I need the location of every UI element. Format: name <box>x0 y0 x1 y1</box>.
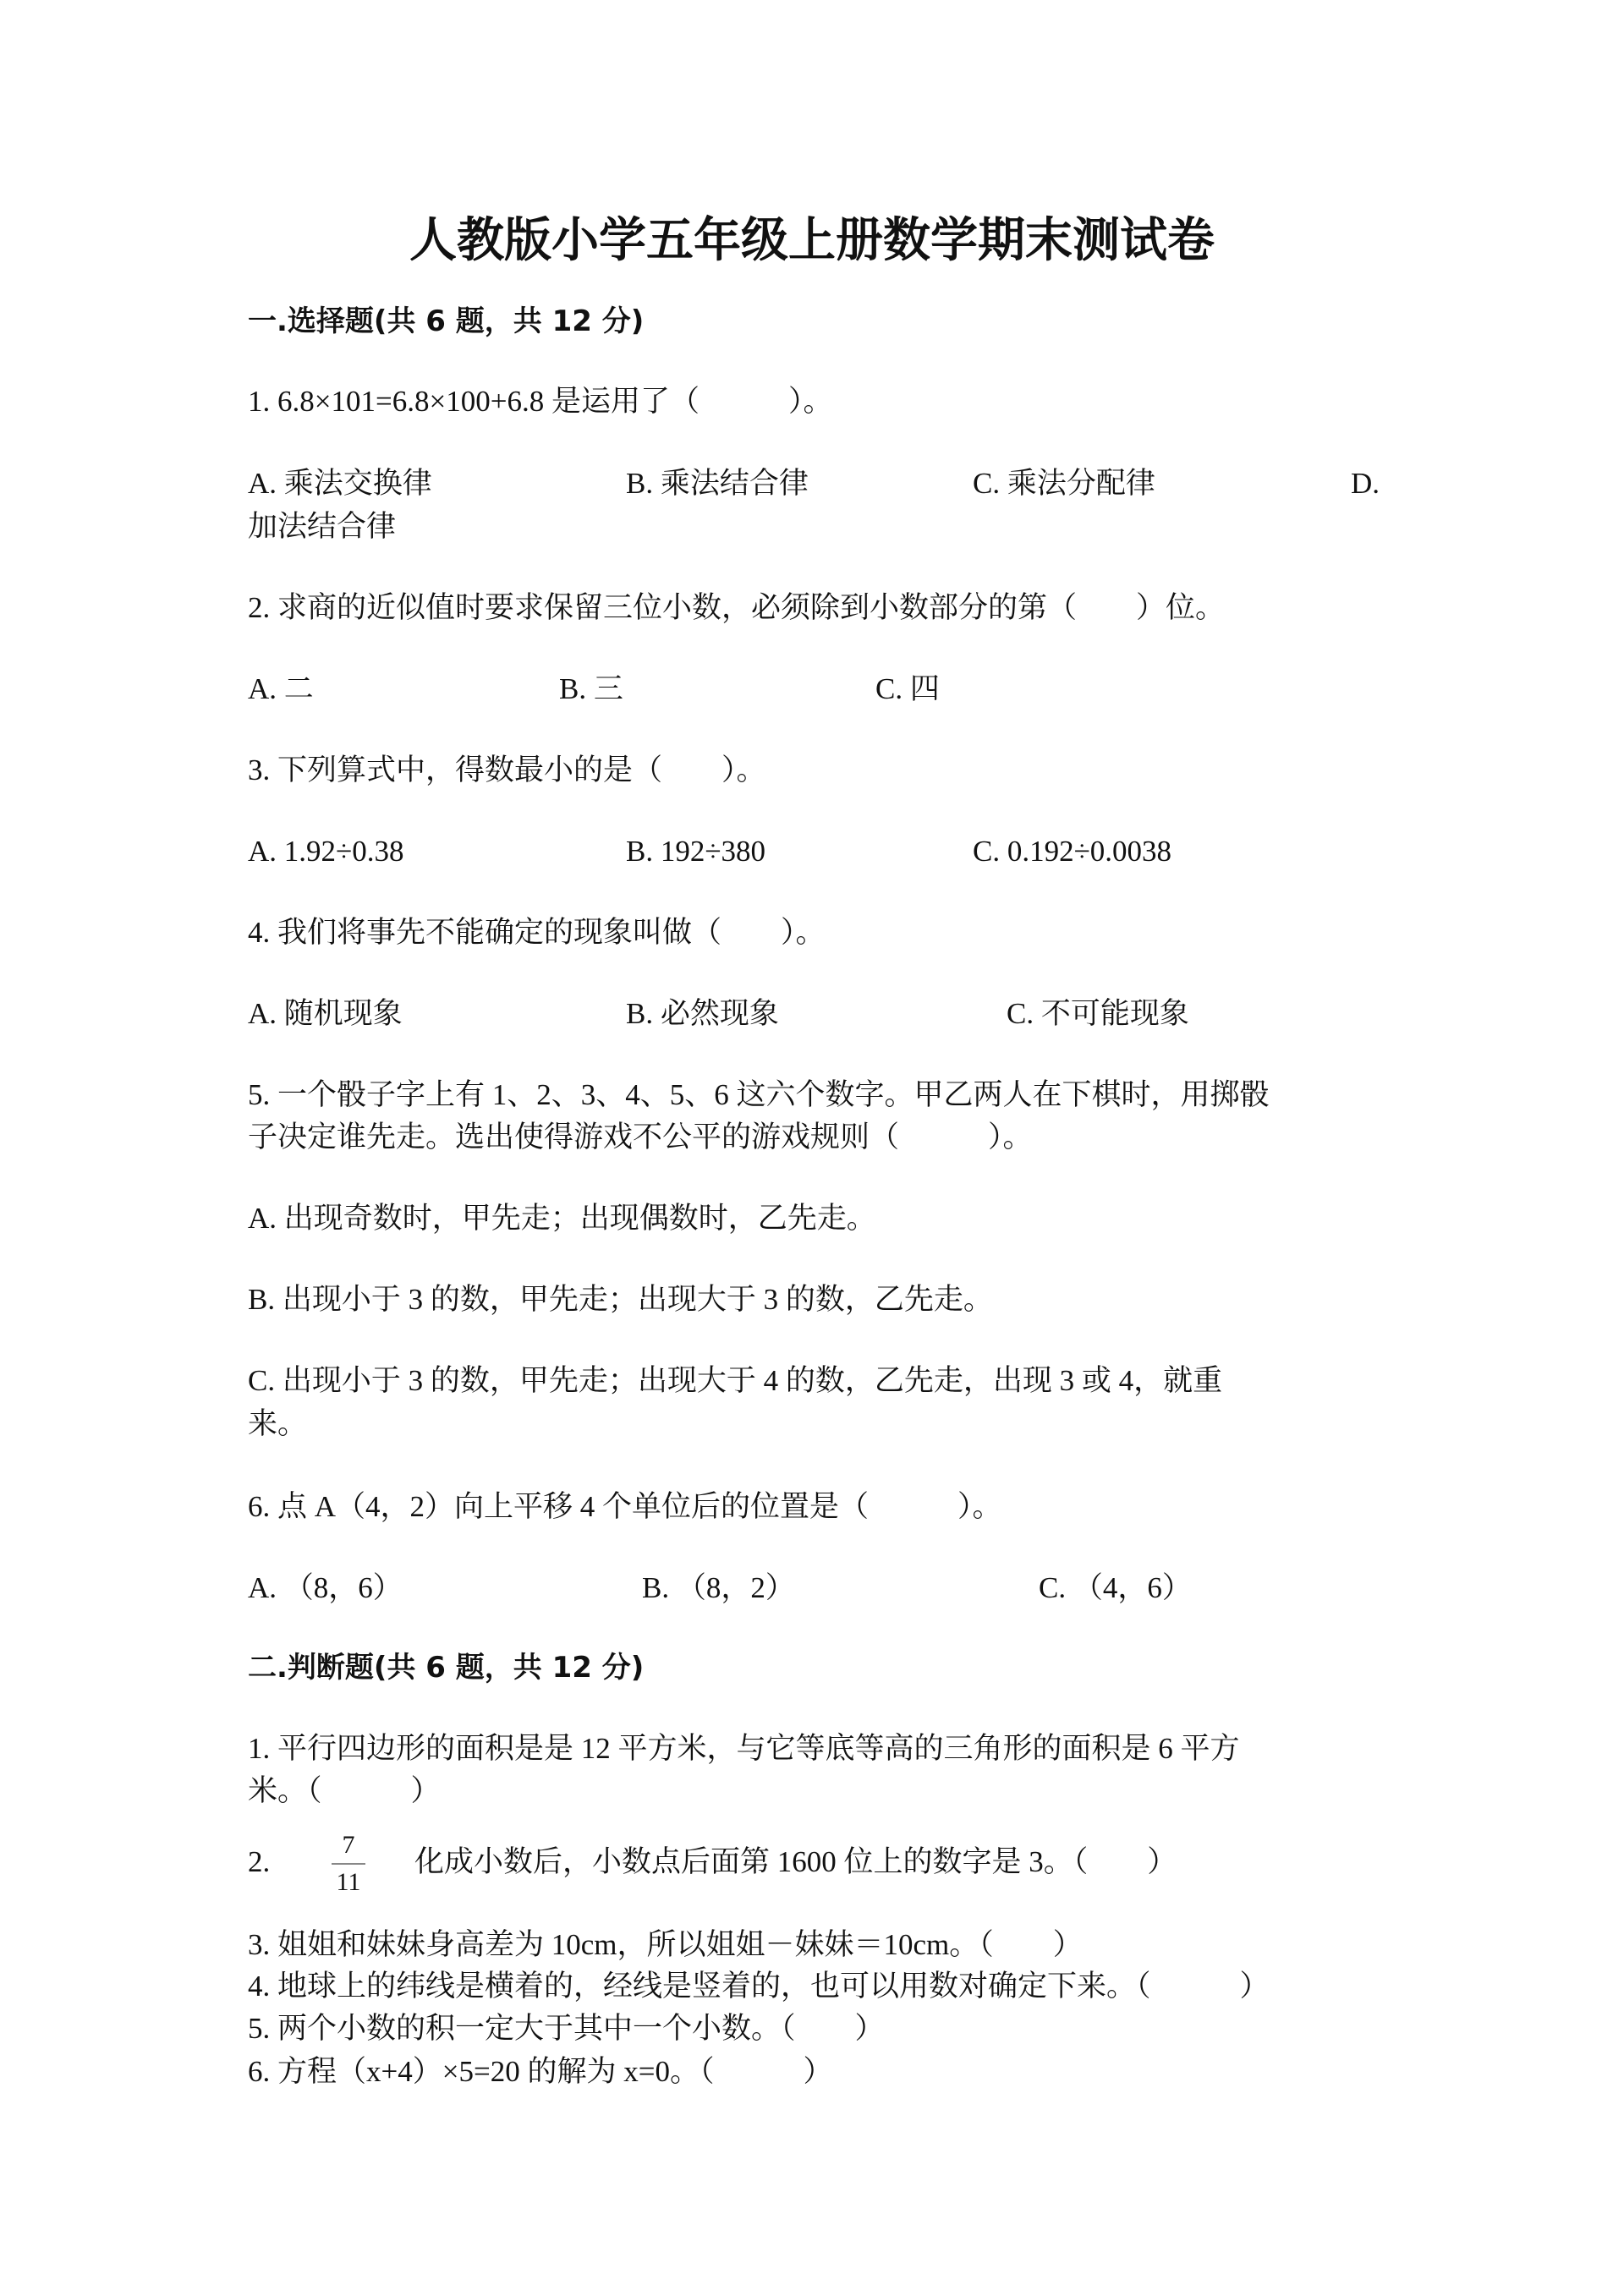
fraction <box>332 1831 365 1897</box>
section-heading-judgement: 二.判断题(共 6 题，共 12 分) <box>248 1651 645 1685</box>
option-a: A. 1.92÷0.38 <box>248 835 404 868</box>
option-a: A. 二 <box>248 672 314 705</box>
judgement-item: 6. 方程（x+4）×5=20 的解为 x=0。（ ） <box>248 2055 833 2088</box>
option-a: A. 出现奇数时，甲先走；出现偶数时，乙先走。 <box>248 1202 876 1235</box>
option-b: B. 三 <box>559 672 623 705</box>
option-b: B. 出现小于 3 的数，甲先走；出现大于 3 的数，乙先走。 <box>248 1283 993 1316</box>
question-stem: 1. 6.8×101=6.8×100+6.8 是运用了（ ）。 <box>248 385 833 418</box>
option-c: C. （4，6） <box>1039 1571 1192 1604</box>
option-b: B. 192÷380 <box>626 835 766 868</box>
fraction-denominator: 11 <box>336 1868 361 1896</box>
question-stem: 6. 点 A（4，2）向上平移 4 个单位后的位置是（ ）。 <box>248 1490 1002 1523</box>
judgement-number: 2. <box>248 1845 271 1878</box>
option-c-cont: 来。 <box>248 1407 308 1440</box>
section-heading-choice: 一.选择题(共 6 题，共 12 分) <box>248 304 645 338</box>
option-a: A. （8，6） <box>248 1571 403 1604</box>
judgement-item: 3. 姐姐和妹妹身高差为 10cm，所以姐姐－妹妹＝10cm。（ ） <box>248 1928 1083 1961</box>
question-stem: 5. 一个骰子字上有 1、2、3、4、5、6 这六个数字。甲乙两人在下棋时，用掷骰 <box>248 1078 1270 1111</box>
option-c: C. 0.192÷0.0038 <box>973 835 1172 868</box>
judgement-item: 1. 平行四边形的面积是是 12 平方米，与它等底等高的三角形的面积是 6 平方 <box>248 1732 1240 1765</box>
option-a: A. 乘法交换律 <box>248 467 432 500</box>
question-stem: 2. 求商的近似值时要求保留三位小数，必须除到小数部分的第（ ）位。 <box>248 591 1226 624</box>
judgement-item-cont: 米。（ ） <box>248 1774 441 1807</box>
fraction-bar <box>332 1863 365 1865</box>
judgement-item: 4. 地球上的纬线是横着的，经线是竖着的，也可以用数对确定下来。（ ） <box>248 1970 1270 2003</box>
option-c: C. 不可能现象 <box>1007 997 1189 1030</box>
question-stem: 3. 下列算式中，得数最小的是（ ）。 <box>248 753 766 786</box>
question-stem: 4. 我们将事先不能确定的现象叫做（ ）。 <box>248 916 826 949</box>
option-a: A. 随机现象 <box>248 997 403 1030</box>
option-d-text: 加法结合律 <box>248 510 397 543</box>
judgement-item: 5. 两个小数的积一定大于其中一个小数。（ ） <box>248 2012 885 2045</box>
option-c: C. 出现小于 3 的数，甲先走；出现大于 4 的数，乙先走，出现 3 或 4，就重 <box>248 1364 1223 1397</box>
option-b: B. （8，2） <box>642 1571 795 1604</box>
option-d: D. <box>1351 467 1380 500</box>
fraction-numerator: 7 <box>342 1831 355 1859</box>
page-title: 人教版小学五年级上册数学期末测试卷 <box>409 213 1215 268</box>
option-c: C. 四 <box>875 672 940 705</box>
option-c: C. 乘法分配律 <box>973 467 1155 500</box>
option-b: B. 乘法结合律 <box>626 467 809 500</box>
option-b: B. 必然现象 <box>626 997 779 1030</box>
question-stem-cont: 子决定谁先走。选出使得游戏不公平的游戏规则（ ）。 <box>248 1121 1033 1153</box>
judgement-item: 化成小数后，小数点后面第 1600 位上的数字是 3。（ ） <box>414 1845 1177 1878</box>
